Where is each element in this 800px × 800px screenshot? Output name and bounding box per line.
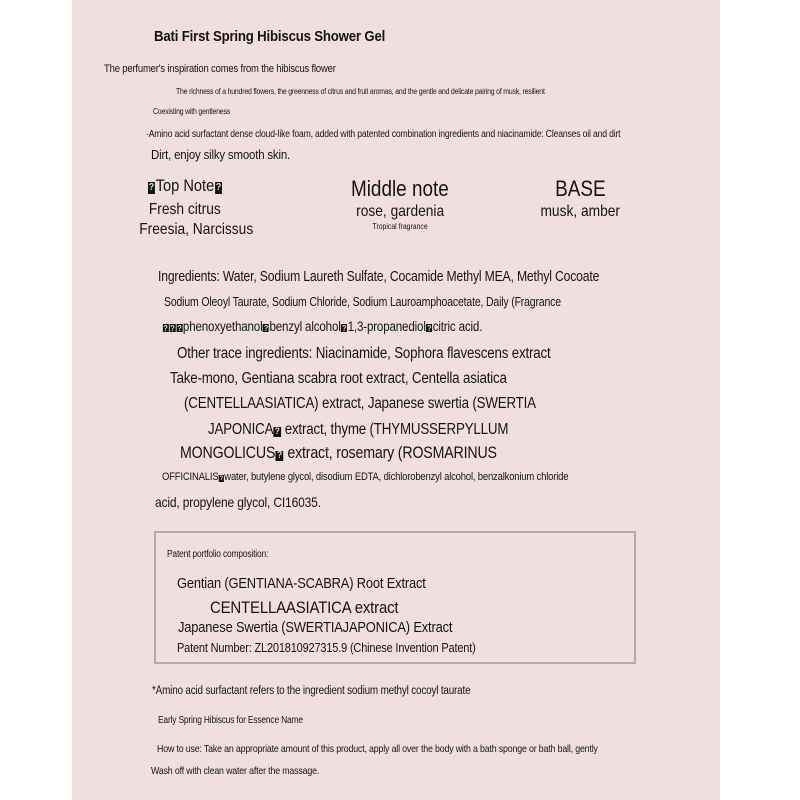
ingredients-line-1: Ingredients: Water, Sodium Laureth Sulfate, Cocamide Methyl MEA, Methyl Cocoate (158, 269, 600, 285)
trace-ingredients-line-5: MONGOLICUS ? extract, rosemary (ROSMARINUS (180, 444, 497, 462)
middle-note-sub: Tropical fragrance (372, 222, 428, 231)
top-note-column (130, 176, 254, 240)
replacement-glyph-icon: ? (342, 322, 347, 333)
trace-ingredients-line-3: (CENTELLAASIATICA) extract, Japanese swertia (SWERTIA (184, 395, 536, 412)
replacement-glyph-icon: ? (427, 322, 432, 333)
base-note-column (520, 176, 640, 222)
replacement-glyph-icon: ? (263, 322, 269, 333)
amino-acid-line: ·Amino acid surfactant dense cloud-like foam, added with patented combination ingredients and niacinamide: Cleanses oil and dirt (146, 128, 621, 140)
ingredients-line-2: Sodium Oleoyl Taurate, Sodium Chloride, Sodium Lauroamphoacetate, Daily (Fragrance (164, 295, 561, 309)
how-to-use-line: How to use: Take an appropriate amount of this product, apply all over the body with a bath sponge or bath ball, gently (157, 743, 598, 755)
ingredients-line-3: ? ? ?phenoxyethanol?benzyl alcohol?1,3-propanediol?citric acid. (163, 319, 483, 334)
richness-line: The richness of a hundred flowers, the greenness of citrus and fruit aromas, and the gentle and delicate pairing of musk, resilient (176, 87, 545, 96)
top-note-line-1: Fresh citrus (149, 201, 221, 218)
wash-off-line: Wash off with clean water after the massage. (151, 765, 320, 777)
coexisting-line: Coexisting with gentleness (153, 107, 230, 116)
replacement-glyph-icon: ? (276, 449, 283, 461)
replacement-glyph-icon: ? (177, 322, 182, 333)
trace-ingredients-line-4: JAPONICA? extract, thyme (THYMUSSERPYLLUM (208, 421, 509, 438)
product-title: Bati First Spring Hibiscus Shower Gel (154, 28, 386, 45)
patent-line-1: Gentian (GENTIANA-SCABRA) Root Extract (177, 575, 426, 592)
patent-line-3: Japanese Swertia (SWERTIAJAPONICA) Extract (178, 619, 453, 636)
replacement-glyph-icon: ? (215, 181, 222, 194)
base-note-line-1: musk, amber (540, 203, 620, 220)
patent-line-2: CENTELLAASIATICA extract (210, 598, 399, 617)
replacement-glyph-icon: ? (274, 425, 280, 437)
top-note-line-2: Freesia, Narcissus (139, 221, 254, 238)
inspiration-line: The perfumer's inspiration comes from the hibiscus flower (104, 63, 336, 75)
replacement-glyph-icon: ? (170, 322, 175, 333)
middle-note-line-1: rose, gardenia (356, 203, 444, 220)
trace-ingredients-line-6: OFFICINALIS?water, butylene glycol, disodium EDTA, dichlorobenzyl alcohol, benzalkonium chloride (162, 471, 569, 483)
essence-name-line: Early Spring Hibiscus for Essence Name (158, 715, 303, 726)
middle-note-column (330, 176, 470, 231)
replacement-glyph-icon: ? (148, 181, 155, 194)
patent-number: Patent Number: ZL201810927315.9 (Chinese Invention Patent) (177, 641, 476, 655)
trace-ingredients-line-7: acid, propylene glycol, CI16035. (155, 494, 321, 510)
replacement-glyph-icon: ? (163, 322, 168, 333)
replacement-glyph-icon: ? (219, 474, 224, 482)
middle-note-heading: Middle note (351, 176, 449, 201)
amino-acid-footnote: *Amino acid surfactant refers to the ingredient sodium methyl cocoyl taurate (152, 685, 471, 697)
trace-ingredients-line-2: Take-mono, Gentiana scabra root extract, Centella asiatica (170, 370, 507, 387)
silky-skin-line: Dirt, enjoy silky smooth skin. (151, 147, 291, 162)
base-note-heading: BASE (554, 176, 606, 201)
trace-ingredients-line-1: Other trace ingredients: Niacinamide, Sophora flavescens extract (177, 345, 551, 362)
patent-heading: Patent portfolio composition: (167, 549, 269, 560)
top-note-heading: ?Top Note ? (148, 176, 222, 195)
